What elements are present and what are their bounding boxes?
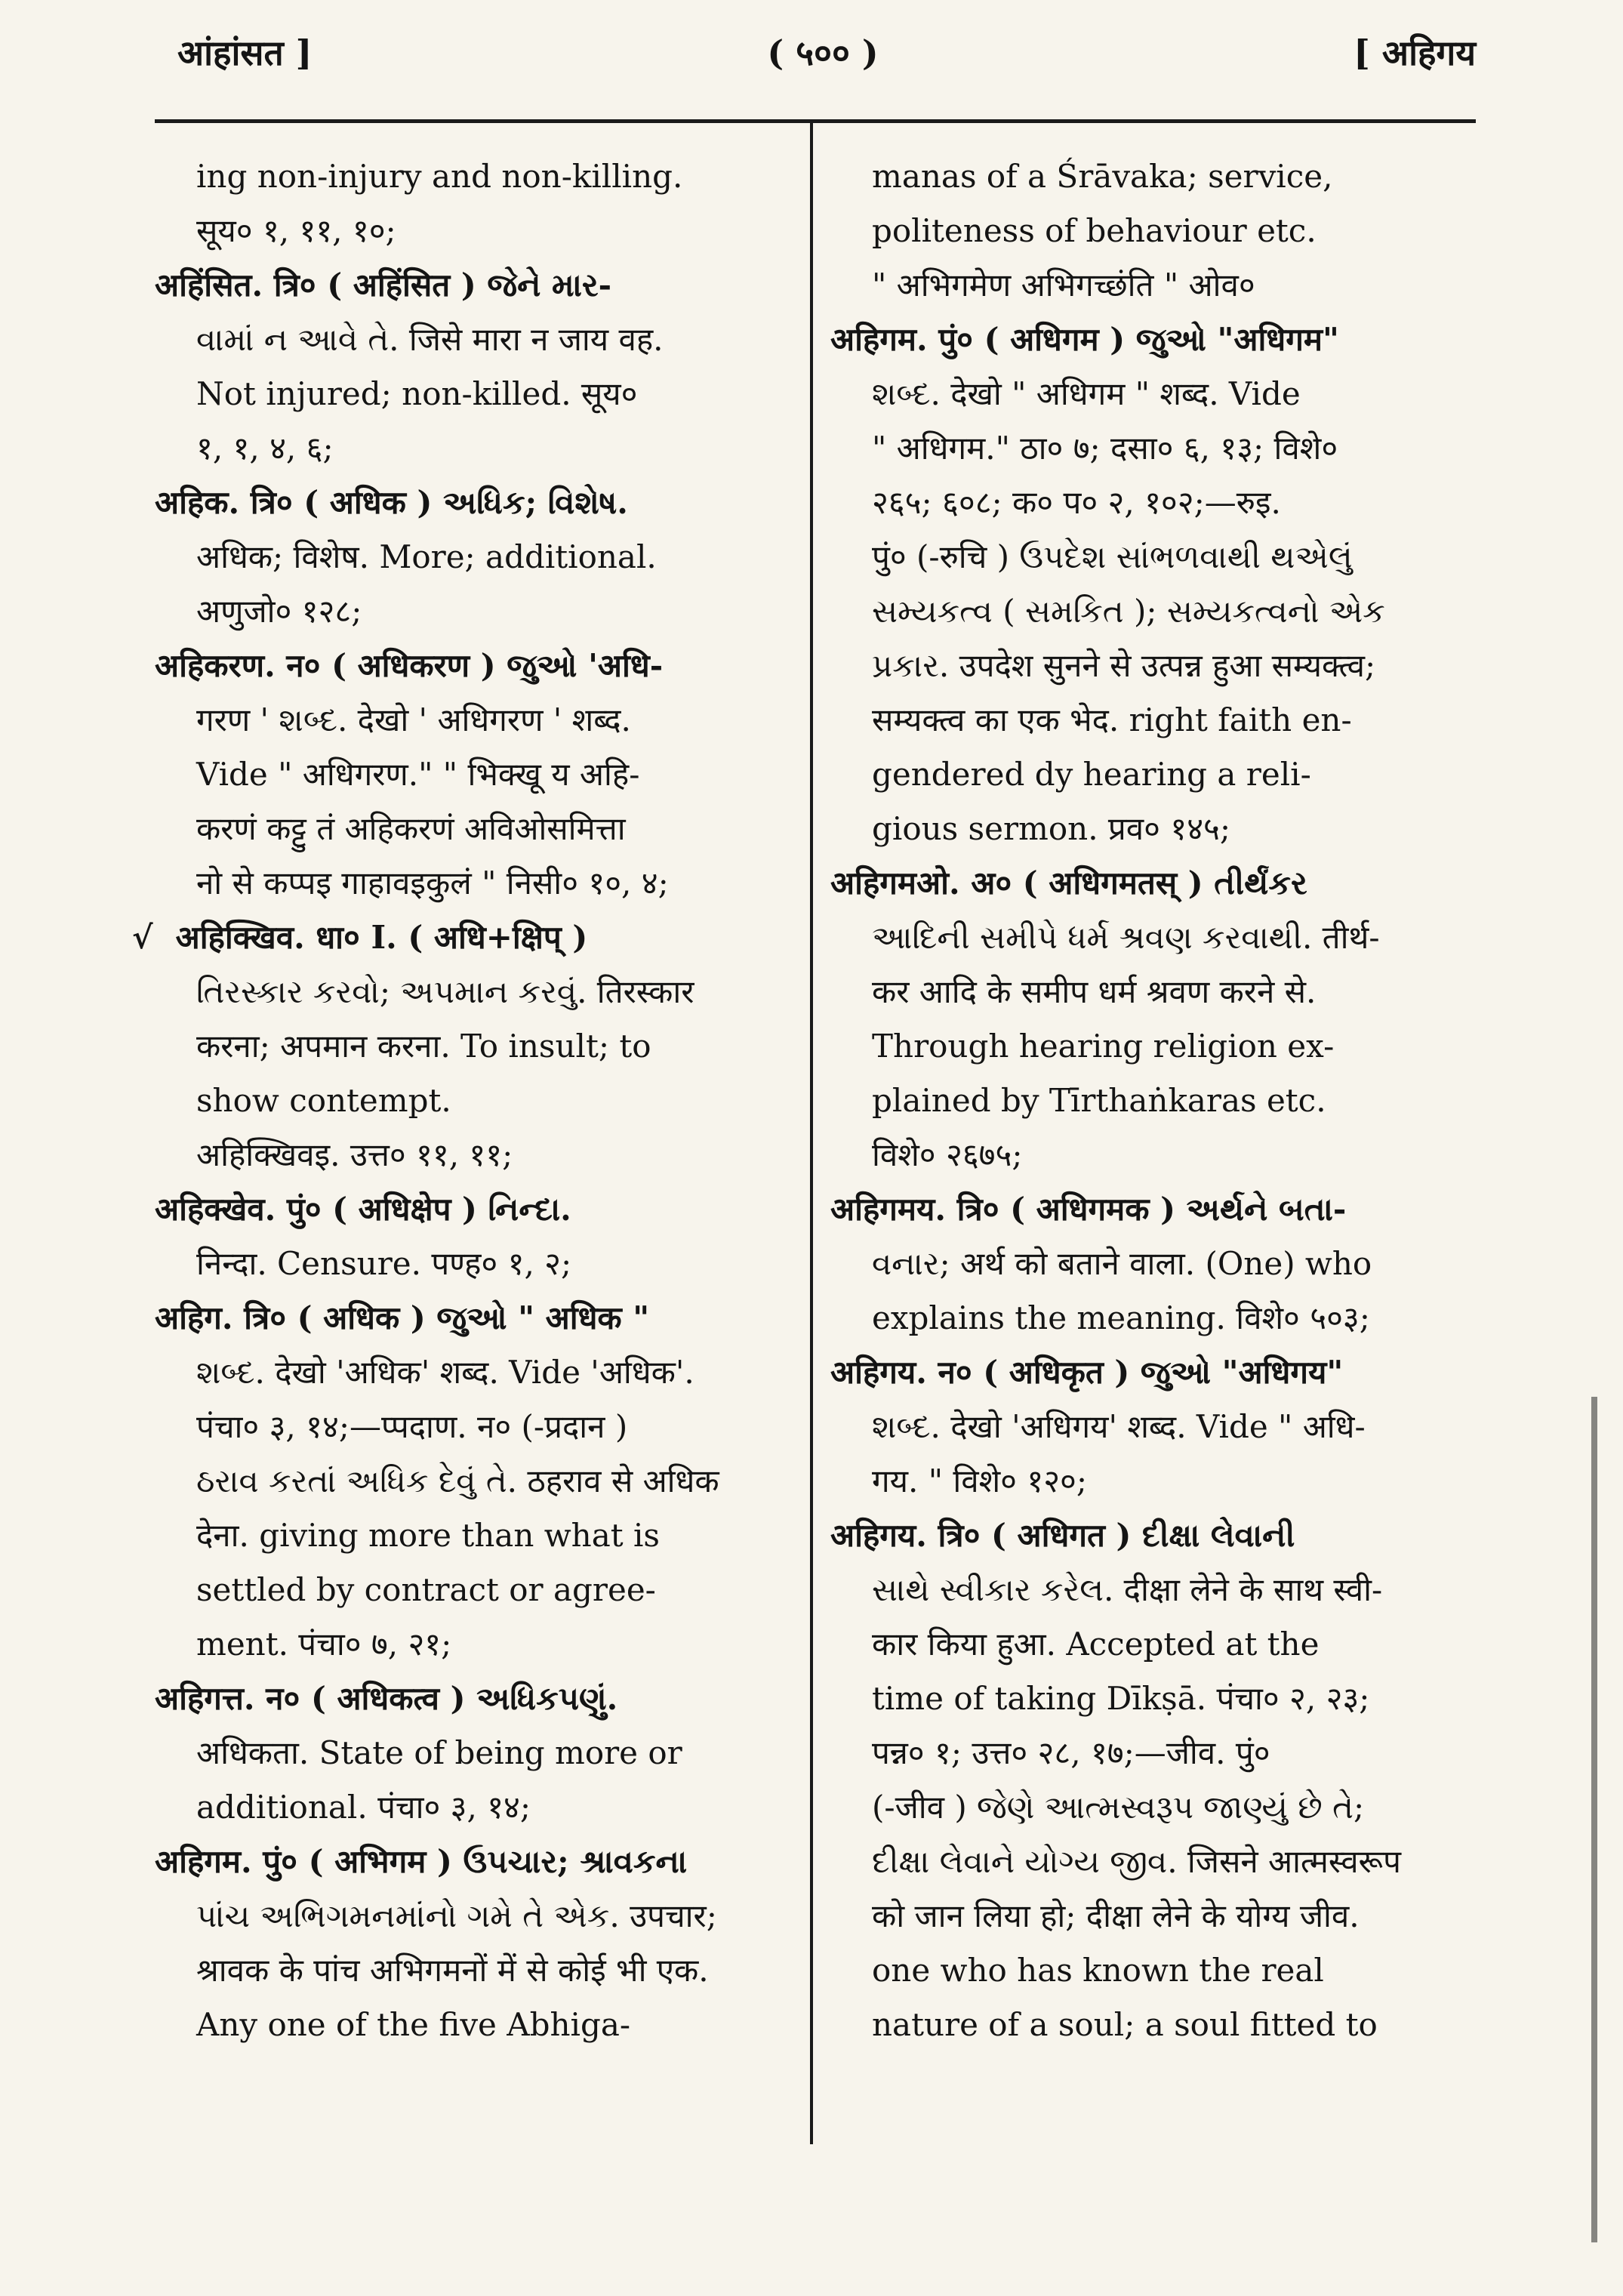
entry-text-line (830, 911, 1480, 965)
line-text: अहिकरण. न० ( अधिकरण ) જુઓ 'अधि- (155, 647, 664, 684)
entry-text-line (830, 1726, 1480, 1780)
entry-text-line (155, 1400, 789, 1454)
right-column (830, 149, 1480, 2052)
line-text: कार किया हुआ. Accepted at the (872, 1626, 1320, 1663)
entry-text-line (830, 693, 1480, 747)
entry-text-line (830, 1237, 1480, 1291)
line-text: सम्यक्त्व का एक भेद. right faith en- (872, 701, 1352, 738)
entry-headword-line (132, 911, 789, 965)
line-text: વનાર; अर्थ को बताने वाला. (One) who (872, 1245, 1372, 1282)
line-text: Through hearing religion ex- (872, 1028, 1335, 1065)
line-text: શબ્દ. देखो 'अधिक' शब्द. Vide 'अधिक'. (196, 1354, 694, 1391)
entry-text-line (830, 530, 1480, 584)
entry-headword-line (155, 1291, 789, 1345)
entry-text-line (155, 1943, 789, 1998)
entry-text-line (830, 1998, 1480, 2052)
entry-text-line (155, 1074, 789, 1128)
line-text: manas of a Śrāvaka; service, (872, 158, 1333, 195)
entry-headword-line (155, 639, 789, 693)
line-text: (-जीव ) જેણે આત્મસ્વરૂપ જાણ્યું છે તે; (872, 1789, 1365, 1826)
line-text: nature of a soul; a soul fitted to (872, 2006, 1378, 2043)
entry-text-line (830, 1835, 1480, 1889)
line-text: को जान लिया हो; दीक्षा लेने के योग्य जीव. (872, 1897, 1360, 1934)
entry-text-line (830, 476, 1480, 530)
line-text: १, १, ४, ६; (196, 430, 334, 467)
line-text: अहिक्खेव. पुं० ( अधिक्षेप ) નિન્દા. (155, 1191, 571, 1228)
entry-text-line (830, 1454, 1480, 1509)
line-text: તિરસ્કાર કરવો; અપમાન કરવું. तिरस्कार (196, 973, 694, 1010)
line-text: अहिगमओ. अ० ( अधिगमतस् ) તીર્થંકર (830, 864, 1307, 901)
line-text: सूय० १, ११, १०; (196, 212, 396, 249)
line-text: अधिकता. State of being more or (196, 1734, 682, 1771)
line-text: ment. पंचा० ७, २१; (196, 1626, 452, 1663)
entry-text-line (830, 204, 1480, 258)
line-text: સમ્યકત્વ ( સમકિત ); સમ્યકત્વનો એક (872, 593, 1385, 630)
line-text: additional. पंचा० ३, १४; (196, 1789, 531, 1826)
entry-text-line (155, 367, 789, 421)
entry-text-line (155, 1454, 789, 1509)
line-text: २६५; ६०८; क० प० २, १०२;—रुइ. (872, 484, 1281, 521)
entry-text-line (830, 1074, 1480, 1128)
entry-text-line (830, 584, 1480, 639)
line-text: अहिग. त्रि० ( अधिक ) જુઓ " अधिक " (155, 1299, 650, 1336)
line-text: करणं कट्टु तं अहिकरणं अविओसमित्ता (196, 810, 626, 847)
entry-text-line (155, 1128, 789, 1182)
entry-text-line (830, 1943, 1480, 1998)
check-mark-annotation: √ (132, 919, 153, 956)
line-text: विशे० २६७५; (872, 1136, 1023, 1173)
line-text: દીક્ષા લેવાને યોગ્ય જીવ. जिसने आत्मस्वरूप (872, 1843, 1402, 1880)
line-text: સાથે સ્વીકાર કરેલ. दीक्षा लेने के साथ स्वी- (872, 1571, 1383, 1608)
line-text: આદિની સમીપે ધર્મ શ્રવણ કરવાથી. तीर्थ- (872, 919, 1380, 956)
entry-text-line (830, 367, 1480, 421)
line-text: Any one of the five Abhiga- (196, 2006, 631, 2043)
entry-text-line (155, 1509, 789, 1563)
entry-text-line (155, 747, 789, 802)
line-text: " अभिगमेण अभिगच्छंति " ओव० (872, 267, 1255, 304)
entry-text-line (155, 1998, 789, 2052)
line-text: अधिक; विशेष. More; additional. (196, 538, 657, 575)
line-text: अहिक. त्रि० ( अधिक ) અધિક; વિશેષ. (155, 484, 628, 521)
line-text: પાંચ અભિગમનમાંનો ગમે તે એક. उपचार; (196, 1897, 717, 1934)
header-left-guideword: आंहांसत ] (177, 32, 313, 73)
entry-text-line (155, 1617, 789, 1672)
line-text: अहिगत्त. न० ( अधिकत्व ) અધિકપણું. (155, 1680, 618, 1717)
entry-text-line (830, 1780, 1480, 1835)
line-text: निन्दा. Censure. पण्ह० १, २; (196, 1245, 572, 1282)
entry-headword-line (155, 1672, 789, 1726)
page-header (155, 29, 1491, 89)
line-text: पन्न० १; उत्त० २८, १७;—जीव. पुं० (872, 1734, 1270, 1771)
page-edge-shadow (1591, 1397, 1597, 2242)
line-text: अहिगय. न० ( अधिकृत ) જુઓ "अधिगय" (830, 1354, 1344, 1391)
line-text: अहिंसित. त्रि० ( अहिंसित ) જેને માર- (155, 267, 612, 304)
entry-headword-line (830, 856, 1480, 911)
line-text: " अधिगम." ठा० ७; दसा० ६, १३; विशे० (872, 430, 1338, 467)
line-text: अहिगम. पुं० ( अधिगम ) જુઓ "अधिगम" (830, 321, 1339, 358)
entry-headword-line (155, 1835, 789, 1889)
entry-text-line (830, 1889, 1480, 1943)
entry-text-line (830, 1291, 1480, 1345)
entry-headword-line (155, 1182, 789, 1237)
line-text: अहिगय. त्रि० ( अधिगत ) દીક્ષા લેવાની (830, 1517, 1295, 1554)
entry-text-line (155, 1889, 789, 1943)
line-text: explains the meaning. विशे० ५०३; (872, 1299, 1370, 1336)
line-text: settled by contract or agree- (196, 1571, 656, 1608)
entry-text-line (830, 1400, 1480, 1454)
entry-text-line (155, 1563, 789, 1617)
entry-headword-line (155, 258, 789, 313)
entry-text-line (155, 965, 789, 1019)
line-text: करना; अपमान करना. To insult; to (196, 1028, 651, 1065)
entry-text-line (155, 149, 789, 204)
entry-headword-line (830, 1182, 1480, 1237)
line-text: अहिगम. पुं० ( अभिगम ) ઉપચાર; શ્રાવકના (155, 1843, 688, 1880)
entry-text-line (155, 856, 789, 911)
line-text: ઠરાવ કરતાં અધિક દેવું તે. ठहराव से अधिक (196, 1462, 719, 1499)
line-text: વામાં ન આવે તે. जिसे मारा न जाय वह. (196, 321, 664, 358)
entry-text-line (155, 313, 789, 367)
line-text: time of taking Dīkṣā. पंचा० २, २३; (872, 1680, 1370, 1717)
header-right-guideword: [ अहिगय (1354, 32, 1476, 73)
line-text: Vide " अधिगरण." " भिक्खू य अहि- (196, 756, 640, 793)
line-text: अहिक्खिवइ. उत्त० ११, ११; (196, 1136, 513, 1173)
line-text: पुं० (-रुचि ) ઉપદેશ સાંભળવાથી થએલું (872, 538, 1353, 575)
entry-text-line (830, 1563, 1480, 1617)
column-divider (810, 121, 813, 2144)
entry-text-line (155, 1726, 789, 1780)
line-text: politeness of behaviour etc. (872, 212, 1317, 249)
entry-text-line (155, 1780, 789, 1835)
entry-text-line (155, 1237, 789, 1291)
entry-text-line (155, 204, 789, 258)
line-text: gious sermon. प्रव० १४५; (872, 810, 1231, 847)
entry-text-line (155, 584, 789, 639)
entry-text-line (830, 1672, 1480, 1726)
page-number: ( ५०० ) (767, 32, 879, 73)
line-text: one who has known the real (872, 1952, 1324, 1989)
entry-text-line (155, 693, 789, 747)
entry-text-line (830, 149, 1480, 204)
entry-text-line (830, 802, 1480, 856)
entry-text-line (155, 1345, 789, 1400)
entry-text-line (830, 639, 1480, 693)
entry-text-line (830, 258, 1480, 313)
header-rule (155, 119, 1476, 123)
entry-headword-line (830, 1509, 1480, 1563)
line-text: Not injured; non-killed. सूय० (196, 375, 638, 412)
entry-headword-line (155, 476, 789, 530)
entry-text-line (830, 1019, 1480, 1074)
line-text: देना. giving more than what is (196, 1517, 660, 1554)
line-text: अहिक्खिव. धा० I. ( अधि+क्षिप् ) (175, 919, 588, 956)
entry-text-line (830, 965, 1480, 1019)
line-text: श्रावक के पांच अभिगमनों में से कोई भी एक. (196, 1952, 709, 1989)
line-text: gendered dy hearing a reli- (872, 756, 1311, 793)
line-text: अणुजो० १२८; (196, 593, 362, 630)
line-text: पंचा० ३, १४;—प्पदाण. न० (-प्रदान ) (196, 1408, 628, 1445)
line-text: શબ્દ. देखो 'अधिगय' शब्द. Vide " अधि- (872, 1408, 1366, 1445)
line-text: પ્રકાર. उपदेश सुनने से उत्पन्न हुआ सम्यक्त्व; (872, 647, 1376, 684)
line-text: गरण ' શબ્દ. देखो ' अधिगरण ' शब्द. (196, 701, 631, 738)
entry-text-line (830, 747, 1480, 802)
left-column (132, 149, 789, 2052)
line-text: show contempt. (196, 1082, 451, 1119)
line-text: गय. " विशे० १२०; (872, 1462, 1088, 1499)
entry-text-line (830, 1617, 1480, 1672)
line-text: कर आदि के समीप धर्म श्रवण करने से. (872, 973, 1317, 1010)
entry-headword-line (830, 1345, 1480, 1400)
entry-text-line (155, 530, 789, 584)
line-text: अहिगमय. त्रि० ( अधिगमक ) અર્થને બતા- (830, 1191, 1347, 1228)
line-text: नो से कप्पइ गाहावइकुलं " निसी० १०, ४; (196, 864, 669, 901)
line-text: plained by Tīrthaṅkaras etc. (872, 1082, 1326, 1119)
entry-text-line (155, 421, 789, 476)
entry-text-line (830, 1128, 1480, 1182)
entry-text-line (155, 802, 789, 856)
entry-headword-line (830, 313, 1480, 367)
line-text: શબ્દ. देखो " अधिगम " शब्द. Vide (872, 375, 1301, 412)
entry-text-line (830, 421, 1480, 476)
entry-text-line (155, 1019, 789, 1074)
line-text: ing non-injury and non-killing. (196, 158, 683, 195)
